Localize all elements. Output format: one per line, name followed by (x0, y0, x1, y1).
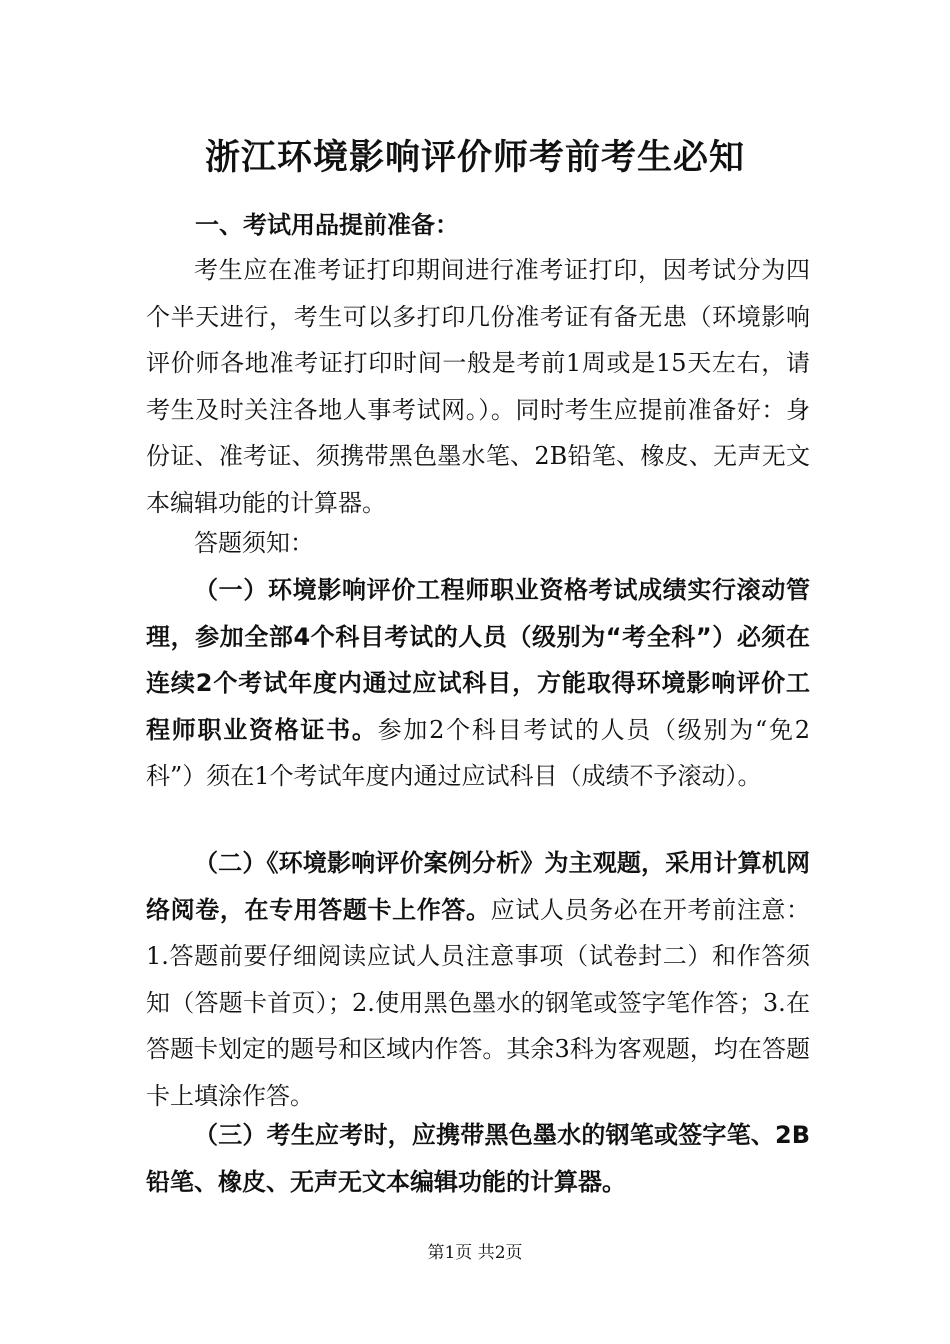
item-exam-tools (146, 1112, 810, 1205)
paragraph-admission-ticket: 考生应在准考证打印期间进行准考证打印，因考试分为四个半天进行，考生可以多打印几份准考证有备无患（环境影响评价师各地准考证打印时间一般是考前1周或是15天左右，请考生及时关注各地人事考试网。）。同时考生应提前准备好：身份证、准考证、须携带黑色墨水笔、2B铅笔、橡皮、无声无文本编辑功能的计算器。 (146, 256, 810, 517)
item-1-normal-text: 参加2个科目考试的人员（级别为“免2科”）须在1个考试年度内通过应试科目（成绩不予滚动）。 (146, 715, 811, 790)
item-2-normal-text: 应试人员务必在开考前注意：1.答题前要仔细阅读应试人员注意事项（试卷封二）和作答须知（答题卡首页）；2.使用黑色墨水的钢笔或签字笔作答；3.在答题卡划定的题号和区域内作答。其余3科为客观题，均在答题卡上填涂作答。 (146, 895, 811, 1110)
page-indicator: 第1页 共2页 (427, 1243, 523, 1263)
answer-notice-label: 答题须知： (194, 529, 314, 557)
item-1-bold-text: （一）环境影响评价工程师职业资格考试成绩实行滚动管理，参加全部4个科目考试的人员（级别为“考全科”）必须在连续2个考试年度内通过应试科目，方能取得环境影响评价工程师职业资格证书。 (146, 576, 810, 744)
item-2-bold-text: （二）《环境影响评价案例分析》为主观题，采用计算机网络阅卷，在专用答题卡上作答。 (146, 849, 810, 924)
item-rolling-management (146, 567, 810, 800)
item-3-bold-text: （三）考生应考时，应携带黑色墨水的钢笔或签字笔、2B铅笔、橡皮、无声无文本编辑功能的计算器。 (146, 1121, 810, 1196)
section-heading-exam-supplies: 一、考试用品提前准备： (195, 211, 459, 239)
item-case-analysis (146, 840, 810, 1119)
document-title: 浙江环境影响评价师考前考生必知 (204, 137, 745, 178)
